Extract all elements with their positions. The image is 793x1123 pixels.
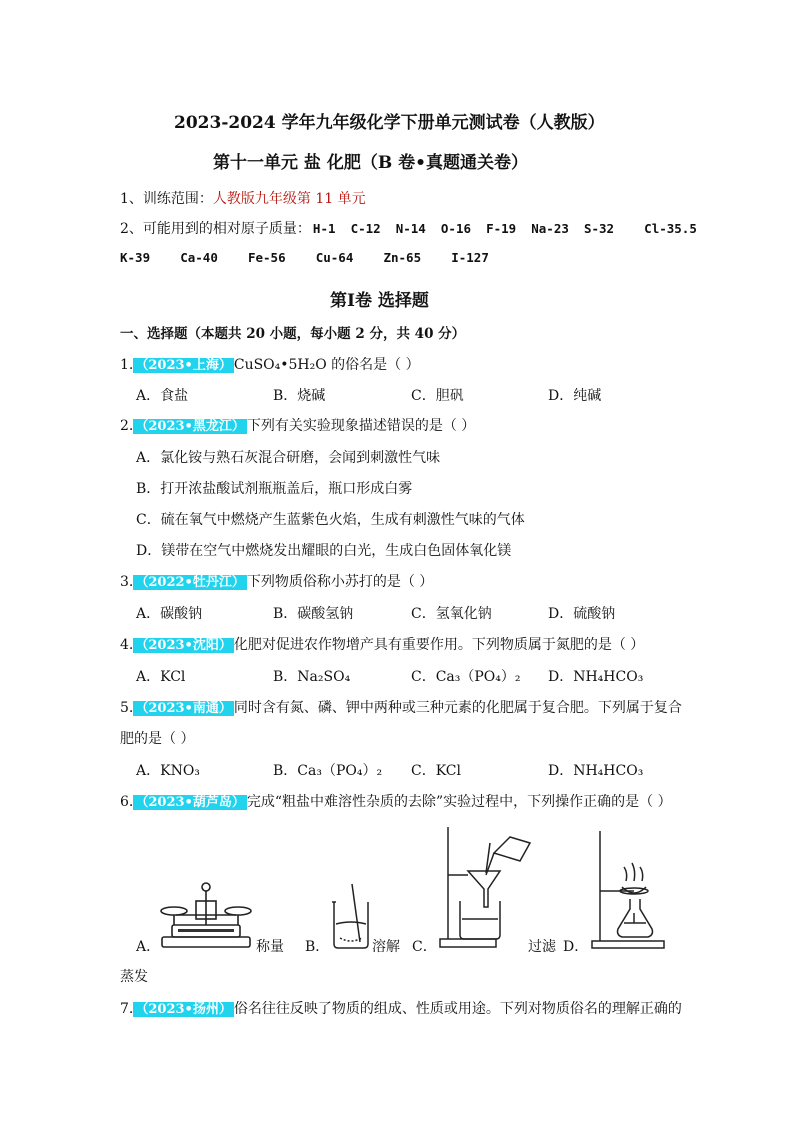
question-stem: 俗名往往反映了物质的组成、性质或用途。下列对物质俗名的理解正确的 <box>233 1001 682 1017</box>
mass-item: O-16 <box>440 221 472 236</box>
mass-item: Na-23 <box>531 221 569 236</box>
option-caption: 蒸发 <box>120 969 148 985</box>
option: C．硫在氧气中燃烧产生蓝紫色火焰，生成有刺激性气味的气体 <box>136 512 525 528</box>
mass-list-1 <box>313 221 697 236</box>
question-3 <box>120 571 433 591</box>
source-tag: （2023•葫芦岛） <box>135 795 245 810</box>
option-caption: 溶解 <box>372 939 400 955</box>
option: B． <box>305 939 330 955</box>
mass-line-1 <box>120 218 697 238</box>
question-6 <box>120 791 672 811</box>
mass-item: C-12 <box>350 221 381 236</box>
option: D．NH₄HCO₃ <box>548 763 644 779</box>
mass-item: Cu-64 <box>315 250 354 265</box>
option: C．KCl <box>411 763 461 779</box>
question-number: 5. <box>120 700 134 716</box>
option-caption: 过滤 <box>528 939 556 955</box>
question-5 <box>120 697 682 717</box>
question-stem: 化肥对促进农作物增产具有重要作用。下列物质属于氮肥的是（ ） <box>233 637 645 653</box>
question-number: 1. <box>120 357 134 373</box>
option: B．Ca₃（PO₄）₂ <box>273 763 383 779</box>
range-label: 1、训练范围： <box>120 191 213 207</box>
balance-scale-icon <box>158 875 254 949</box>
option: B．打开浓盐酸试剂瓶瓶盖后，瓶口形成白雾 <box>136 481 413 497</box>
paper-subtitle: 第十一单元 盐 化肥（B 卷•真题通关卷） <box>213 153 528 173</box>
source-tag: （2023•南通） <box>135 701 232 716</box>
mass-item: N-14 <box>395 221 426 236</box>
mass-item: S-32 <box>583 221 615 236</box>
option: C．胆矾 <box>411 388 464 404</box>
option: C． <box>412 939 437 955</box>
mass-item: Ca-40 <box>180 250 218 265</box>
question-7 <box>120 998 682 1018</box>
mass-item: H-1 <box>312 221 336 236</box>
mass-line-2 <box>120 250 489 265</box>
option: A．KCl <box>136 669 186 685</box>
option: B．Na₂SO₄ <box>273 669 351 685</box>
question-number: 7. <box>120 1001 134 1017</box>
option: A．氯化铵与熟石灰混合研磨，会闻到刺激性气味 <box>136 450 441 466</box>
option: D．NH₄HCO₃ <box>548 669 644 685</box>
part-title: 一、选择题（本题共 20 小题，每小题 2 分，共 40 分） <box>120 326 466 342</box>
question-number: 4. <box>120 637 134 653</box>
mass-item: I-127 <box>451 250 489 265</box>
question-2 <box>120 415 475 435</box>
option: D．纯碱 <box>548 388 602 404</box>
source-tag: （2023•扬州） <box>135 1002 232 1017</box>
source-tag: （2023•沈阳） <box>135 638 232 653</box>
question-number: 6. <box>120 794 134 810</box>
question-stem: 下列有关实验现象描述错误的是（ ） <box>246 418 476 434</box>
source-tag: （2022•牡丹江） <box>135 575 245 590</box>
option: D．镁带在空气中燃烧发出耀眼的白光，生成白色固体氧化镁 <box>136 543 512 559</box>
beaker-stirring-icon <box>330 880 372 950</box>
question-stem: 完成“粗盐中难溶性杂质的去除”实验过程中，下列操作正确的是（ ） <box>246 794 672 810</box>
option: D．硫酸钠 <box>548 606 616 622</box>
option: C．Ca₃（PO₄）₂ <box>411 669 521 685</box>
question-number: 2. <box>120 418 134 434</box>
question-1 <box>120 354 420 374</box>
option: C．氢氧化钠 <box>411 606 492 622</box>
option-caption: 称量 <box>256 939 284 955</box>
question-stem: 下列物质俗称小苏打的是（ ） <box>246 574 434 590</box>
option: A．KNO₃ <box>136 763 200 779</box>
evaporation-apparatus-icon <box>590 825 670 950</box>
range-value: 人教版九年级第 11 单元 <box>212 191 366 207</box>
mass-item: Zn-65 <box>383 250 422 265</box>
question-4 <box>120 634 644 654</box>
question-number: 3. <box>120 574 134 590</box>
source-tag: （2023•上海） <box>135 358 232 373</box>
range-line <box>120 188 366 208</box>
question-stem-cont: 肥的是（ ） <box>120 731 195 747</box>
mass-item: K-39 <box>120 250 151 265</box>
option: A．碳酸钠 <box>136 606 203 622</box>
option: B．碳酸氢钠 <box>273 606 354 622</box>
option: D． <box>563 939 589 955</box>
mass-item: F-19 <box>486 221 517 236</box>
paper-title: 2023-2024 学年九年级化学下册单元测试卷（人教版） <box>174 113 605 133</box>
question-stem: 同时含有氮、磷、钾中两种或三种元素的化肥属于复合肥。下列属于复合 <box>233 700 682 716</box>
mass-item: Fe-56 <box>247 250 286 265</box>
filtration-apparatus-icon <box>434 823 534 950</box>
option: A．食盐 <box>136 388 189 404</box>
mass-label: 2、可能用到的相对原子质量： <box>120 221 311 237</box>
section-heading: 第Ⅰ卷 选择题 <box>330 291 429 311</box>
mass-item: Cl-35.5 <box>644 221 697 236</box>
source-tag: （2023•黑龙江） <box>135 419 245 434</box>
option: A． <box>136 939 161 955</box>
question-stem: CuSO₄•5H₂O 的俗名是（ ） <box>233 357 420 373</box>
option: B．烧碱 <box>273 388 326 404</box>
